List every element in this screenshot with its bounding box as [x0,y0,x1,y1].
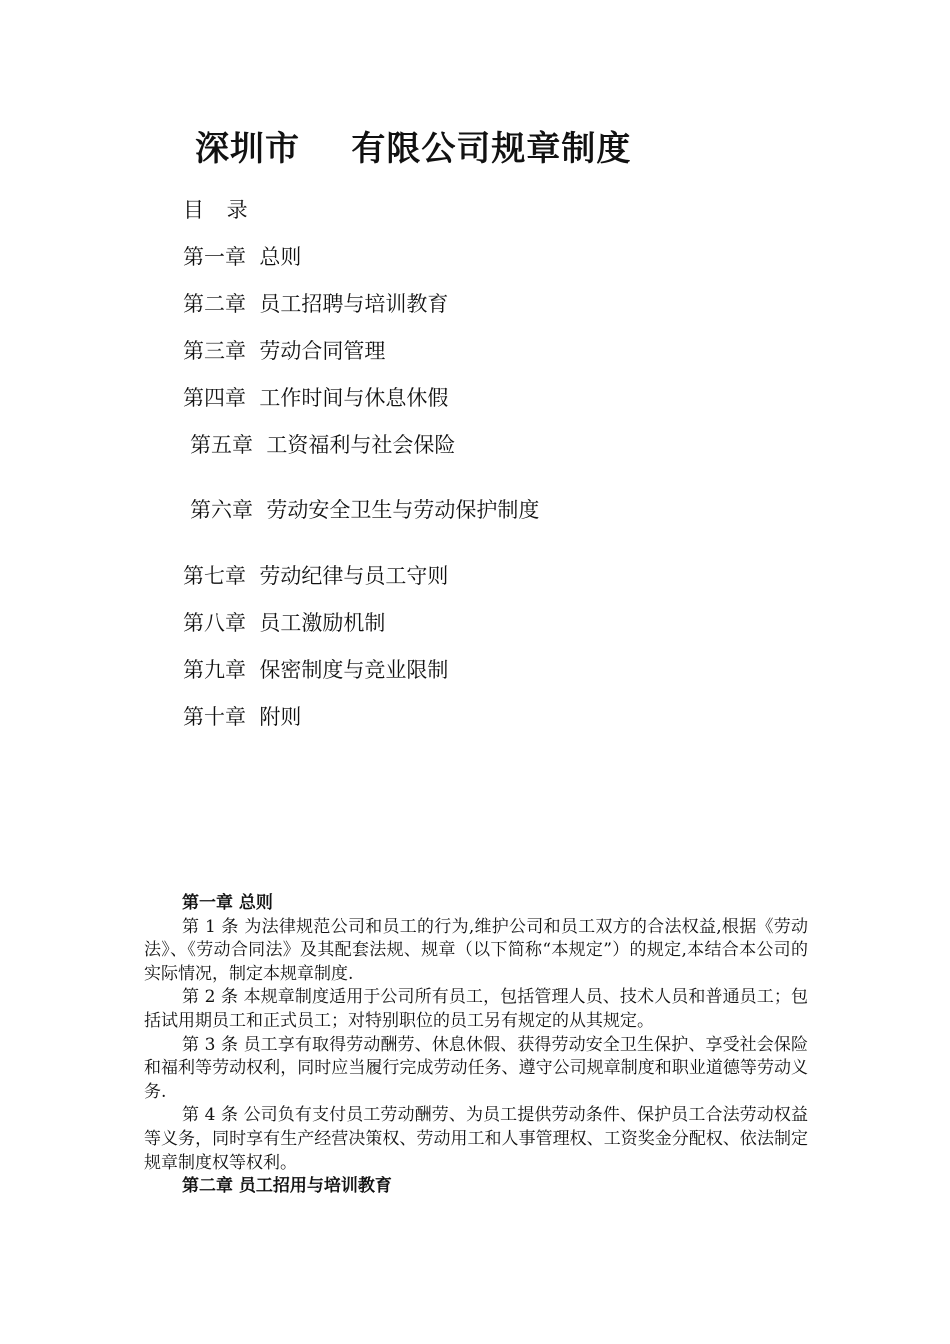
article-1: 第 1 条 为法律规范公司和员工的行为,维护公司和员工双方的合法权益,根据《劳动法》、《劳动合同法》及其配套法规、规章（以下简称“本规定”）的规定,本结合本公司的实际情况，制定本规章制度. [144,916,808,984]
toc-item-chapter-5: 第五章 工资福利与社会保险 [190,433,456,457]
toc-item-chapter-6: 第六章 劳动安全卫生与劳动保护制度 [190,498,540,522]
article-4: 第 4 条 公司负有支付员工劳动酬劳、为员工提供劳动条件、保护员工合法劳动权益等义务，同时享有生产经营决策权、劳动用工和人事管理权、工资奖金分配权、依法制定规章制度权等权利。 [144,1105,808,1173]
toc-item-chapter-9: 第九章 保密制度与竞业限制 [183,658,449,682]
article-2: 第 2 条 本规章制度适用于公司所有员工，包括管理人员、技术人员和普通员工；包括试用期员工和正式员工；对特别职位的员工另有规定的从其规定。 [144,987,808,1031]
toc-item-chapter-2: 第二章 员工招聘与培训教育 [183,292,449,316]
toc-item-chapter-10: 第十章 附则 [183,705,302,729]
chapter-1-heading: 第一章 总则 [182,893,273,913]
chapter-2-heading: 第二章 员工招用与培训教育 [182,1176,392,1197]
toc-item-chapter-8: 第八章 员工激励机制 [183,611,386,635]
article-3: 第 3 条 员工享有取得劳动酬劳、休息休假、获得劳动安全卫生保护、享受社会保险和福利等劳动权利，同时应当履行完成劳动任务、遵守公司规章制度和职业道德等劳动义务. [144,1034,808,1102]
toc-item-chapter-1: 第一章 总则 [183,245,302,269]
toc-heading: 目 录 [183,198,256,222]
body-text [144,892,808,1199]
toc-item-chapter-7: 第七章 劳动纪律与员工守则 [183,564,449,588]
toc-item-chapter-4: 第四章 工作时间与休息休假 [183,386,449,410]
toc-item-chapter-3: 第三章 劳动合同管理 [183,339,386,363]
document-title: 深圳市 有限公司规章制度 [195,129,632,169]
